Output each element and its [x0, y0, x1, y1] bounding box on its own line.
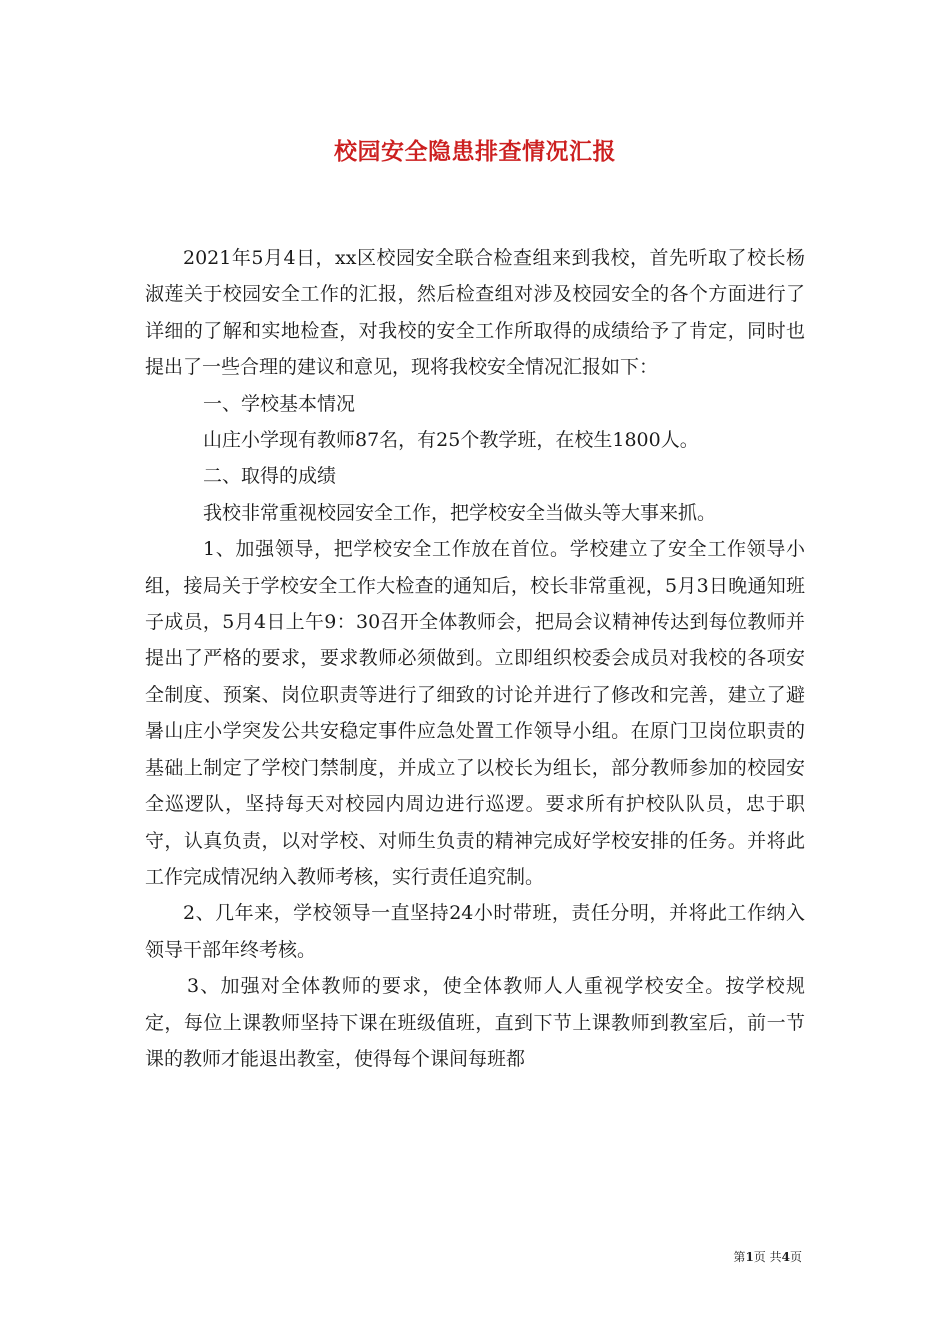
paragraph-item-3: 3、加强对全体教师的要求，使全体教师人人重视学校安全。按学校规定，每位上课教师坚持下课在班级值班，直到下节上课教师到教室后，前一节课的教师才能退出教室，使得每个课间每班都	[145, 975, 805, 1070]
page-total: 4	[781, 1250, 790, 1264]
document-body	[145, 240, 805, 1077]
page-middle: 页 共	[753, 1250, 782, 1264]
document-title: 校园安全隐患排查情况汇报	[334, 138, 616, 165]
heading-achievements: 二、取得的成绩	[203, 465, 337, 488]
page-number	[733, 1248, 802, 1265]
page-prefix: 第	[733, 1250, 746, 1264]
paragraph-intro: 2021年5月4日，xx区校园安全联合检查组来到我校，首先听取了校长杨淑莲关于校园安全工作的汇报，然后检查组对涉及校园安全的各个方面进行了详细的了解和实地检查，对我校的安全工作所取得的成绩给予了肯定，同时也提出了一些合理的建议和意见，现将我校安全情况汇报如下：	[145, 247, 805, 379]
heading-basic-info: 一、学校基本情况	[203, 392, 356, 415]
page-current: 1	[745, 1250, 754, 1264]
paragraph-item-2: 2、几年来，学校领导一直坚持24小时带班，责任分明，并将此工作纳入领导干部年终考核。	[145, 902, 805, 961]
paragraph-item-1: 1、加强领导，把学校安全工作放在首位。学校建立了安全工作领导小组，接局关于学校安全工作大检查的通知后，校长非常重视，5月3日晚通知班子成员，5月4日上午9：30召开全体教师会，把局会议精神传达到每位教师并提出了严格的要求，要求教师必须做到。立即组织校委会成员对我校的各项安全制度、预案、岗位职责等进行了细致的讨论并进行了修改和完善，建立了避暑山庄小学突发公共安稳定事件应急处置工作领导小组。在原门卫岗位职责的基础上制定了学校门禁制度，并成立了以校长为组长，部分教师参加的校园安全巡逻队，坚持每天对校园内周边进行巡逻。要求所有护校队队员，忠于职守，认真负责，以对学校、对师生负责的精神完成好学校安排的任务。并将此工作完成情况纳入教师考核，实行责任追究制。	[145, 538, 805, 888]
paragraph-basic-info: 山庄小学现有教师87名，有25个教学班，在校生1800人。	[203, 429, 699, 452]
page-suffix: 页	[789, 1250, 802, 1264]
paragraph-achievements-intro: 我校非常重视校园安全工作，把学校安全当做头等大事来抓。	[203, 501, 717, 524]
